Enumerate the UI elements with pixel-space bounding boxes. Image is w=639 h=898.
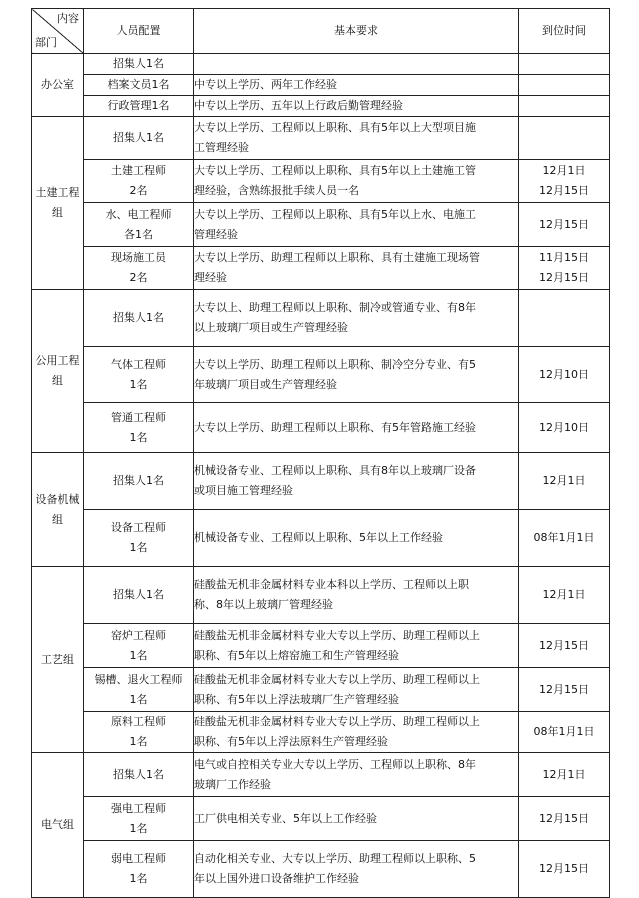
table-row [32, 753, 610, 797]
arrival-time-cell [519, 160, 610, 203]
arrival-time-cell-line: 12月1日 [542, 767, 586, 781]
requirement-cell-line: 理经验，含熟练报批手续人员一名 [194, 184, 359, 197]
staff-cell-line: 招集人1名 [113, 588, 164, 601]
requirement-cell-line: 职称、有5年以上熔窑施工和生产管理经验 [194, 648, 399, 662]
requirement-cell-line: 以上玻璃厂项目或生产管理经验 [194, 321, 348, 334]
arrival-time-cell-line: 08年1月1日 [533, 725, 595, 738]
staff-cell [84, 290, 194, 347]
requirement-cell [194, 712, 519, 753]
requirement-cell-line: 自动化相关专业、大专以上学历、助理工程师以上职称、5 [194, 852, 476, 865]
staff-cell-line: 弱电工程师 [111, 852, 166, 865]
arrival-time-cell-line: 12月15日 [539, 682, 589, 696]
staff-cell-line: 气体工程师 [111, 357, 166, 371]
staff-cell [84, 160, 194, 203]
staff-cell [84, 347, 194, 403]
arrival-time-cell-line: 12月10日 [539, 420, 589, 434]
arrival-time-cell-line: 12月1日 [542, 474, 586, 487]
arrival-time-cell [519, 797, 610, 841]
staff-cell-line: 土建工程师 [111, 164, 166, 177]
staff-cell-line: 2名 [129, 271, 148, 284]
requirement-cell [194, 96, 519, 117]
header-requirement: 基本要求 [194, 9, 519, 54]
table-header-row [32, 9, 610, 54]
arrival-time-cell [519, 403, 610, 453]
requirement-cell-line: 大专以上学历、工程师以上职称、具有5年以上水、电施工 [194, 207, 476, 221]
table-row [32, 247, 610, 290]
requirement-cell-line: 中专以上学历、五年以上行政后勤管理经验 [194, 99, 403, 112]
staff-cell-line: 1名 [129, 821, 148, 835]
staff-cell [84, 712, 194, 753]
table-row [32, 290, 610, 347]
staff-cell-line: 各1名 [124, 227, 153, 241]
arrival-time-cell-line: 12月15日 [539, 271, 589, 284]
department-cell: 办公室 [32, 54, 84, 117]
staff-cell-line: 2名 [129, 184, 148, 197]
staff-cell [84, 510, 194, 567]
arrival-time-cell-line: 12月1日 [542, 588, 586, 601]
arrival-time-cell-line: 11月15日 [539, 251, 589, 264]
department-cell: 电气组 [32, 753, 84, 898]
arrival-time-cell [519, 247, 610, 290]
staff-cell-line: 1名 [129, 735, 148, 748]
requirement-cell [194, 510, 519, 567]
staff-cell [84, 624, 194, 668]
table-row [32, 203, 610, 247]
staff-cell [84, 841, 194, 898]
arrival-time-cell [519, 510, 610, 567]
arrival-time-cell [519, 567, 610, 624]
staff-cell-line: 行政管理1名 [107, 99, 170, 112]
arrival-time-cell [519, 712, 610, 753]
requirement-cell-line: 大专以上学历、助理工程师以上职称、有5年管路施工经验 [194, 420, 476, 434]
arrival-time-cell [519, 668, 610, 712]
staff-cell-line: 1名 [129, 692, 148, 706]
requirement-cell-line: 职称、有5年以上浮法玻璃厂生产管理经验 [194, 692, 399, 706]
requirement-cell [194, 75, 519, 96]
requirement-cell [194, 567, 519, 624]
header-content-label: 内容 [57, 12, 79, 25]
staff-cell-line: 强电工程师 [111, 801, 166, 815]
staff-cell [84, 797, 194, 841]
requirement-cell-line: 机械设备专业、工程师以上职称、具有8年以上玻璃厂设备 [194, 464, 476, 477]
requirement-cell-line: 年玻璃厂项目或生产管理经验 [194, 377, 337, 391]
requirement-cell-line: 职称、有5年以上浮法原料生产管理经验 [194, 735, 388, 748]
staff-cell-line: 现场施工员 [111, 251, 166, 264]
requirement-cell-line: 机械设备专业、工程师以上职称、5年以上工作经验 [194, 531, 443, 544]
staff-cell [84, 753, 194, 797]
staff-cell-line: 原料工程师 [111, 715, 166, 728]
arrival-time-cell [519, 347, 610, 403]
staffing-table [31, 8, 610, 898]
requirement-cell-line: 中专以上学历、两年工作经验 [194, 78, 337, 91]
staff-cell [84, 203, 194, 247]
staff-cell-line: 1名 [129, 377, 148, 391]
requirement-cell [194, 624, 519, 668]
arrival-time-cell-line: 12月15日 [539, 638, 589, 652]
department-cell: 工艺组 [32, 567, 84, 753]
staff-cell-line: 招集人1名 [113, 767, 164, 781]
header-department-label: 部门 [35, 36, 57, 49]
staff-cell [84, 453, 194, 510]
requirement-cell-line: 大专以上学历、工程师以上职称、具有5年以上土建施工管 [194, 164, 476, 177]
requirement-cell-line: 硅酸盐无机非金属材料专业大专以上学历、助理工程师以上 [194, 672, 480, 686]
requirement-cell-line: 称、8年以上玻璃厂管理经验 [194, 598, 333, 611]
requirement-cell [194, 290, 519, 347]
arrival-time-cell-line: 12月15日 [539, 862, 589, 875]
requirement-cell-line: 工管理经验 [194, 141, 249, 154]
header-corner-cell [32, 9, 84, 54]
requirement-cell-line: 大专以上学历、助理工程师以上职称、具有土建施工现场管 [194, 251, 480, 264]
department-cell: 设备机械组 [32, 453, 84, 567]
arrival-time-cell [519, 453, 610, 510]
arrival-time-cell [519, 96, 610, 117]
arrival-time-cell [519, 624, 610, 668]
staff-cell-line: 档案文员1名 [107, 78, 170, 91]
staff-cell-line: 1名 [129, 872, 148, 885]
table-row [32, 841, 610, 898]
table-row [32, 668, 610, 712]
staff-cell-line: 招集人1名 [113, 57, 164, 70]
requirement-cell [194, 453, 519, 510]
table-row [32, 453, 610, 510]
staff-cell [84, 567, 194, 624]
staff-cell [84, 96, 194, 117]
staff-cell-line: 水、电工程师 [105, 207, 172, 221]
requirement-cell [194, 347, 519, 403]
table-row [32, 160, 610, 203]
requirement-cell-line: 年以上国外进口设备维护工作经验 [194, 872, 359, 885]
requirement-cell-line: 大专以上学历、工程师以上职称、具有5年以上大型项目施 [194, 121, 476, 134]
requirement-cell [194, 753, 519, 797]
staff-cell [84, 75, 194, 96]
requirement-cell-line: 硅酸盐无机非金属材料专业本科以上学历、工程师以上职 [194, 578, 469, 591]
arrival-time-cell [519, 75, 610, 96]
arrival-time-cell [519, 841, 610, 898]
header-arrival-time: 到位时间 [519, 9, 610, 54]
arrival-time-cell-line: 12月10日 [539, 367, 589, 381]
table-row [32, 567, 610, 624]
requirement-cell [194, 797, 519, 841]
requirement-cell-line: 理经验 [194, 271, 227, 284]
table-body [32, 54, 610, 898]
requirement-cell [194, 117, 519, 160]
table-row [32, 797, 610, 841]
requirement-cell-line: 或项目施工管理经验 [194, 484, 293, 497]
table-row [32, 54, 610, 75]
requirement-cell [194, 403, 519, 453]
arrival-time-cell [519, 54, 610, 75]
requirement-cell-line: 大专以上学历、助理工程师以上职称、制冷空分专业、有5 [194, 357, 476, 371]
arrival-time-cell-line: 08年1月1日 [533, 531, 595, 544]
arrival-time-cell-line: 12月15日 [539, 811, 589, 825]
table-row [32, 624, 610, 668]
requirement-cell-line: 硅酸盐无机非金属材料专业大专以上学历、助理工程师以上 [194, 715, 480, 728]
staff-cell-line: 1名 [129, 648, 148, 662]
table-row [32, 510, 610, 567]
staff-cell-line: 1名 [129, 541, 148, 554]
staff-cell [84, 668, 194, 712]
staff-cell-line: 1名 [129, 430, 148, 444]
staff-cell [84, 117, 194, 160]
requirement-cell [194, 54, 519, 75]
requirement-cell-line: 工厂供电相关专业、5年以上工作经验 [194, 811, 377, 825]
table-row [32, 96, 610, 117]
staff-cell-line: 管通工程师 [111, 410, 166, 424]
staff-cell-line: 招集人1名 [113, 311, 164, 324]
requirement-cell-line: 电气或自控相关专业大专以上学历、工程师以上职称、8年 [194, 757, 476, 771]
table-row [32, 403, 610, 453]
requirement-cell-line: 大专以上、助理工程师以上职称、制冷或管通专业、有8年 [194, 301, 476, 314]
staff-cell [84, 403, 194, 453]
table-row [32, 75, 610, 96]
staff-cell-line: 设备工程师 [111, 521, 166, 534]
arrival-time-cell [519, 290, 610, 347]
arrival-time-cell [519, 203, 610, 247]
arrival-time-cell-line: 12月15日 [539, 217, 589, 231]
staff-cell-line: 锡槽、退火工程师 [94, 672, 183, 686]
table-row [32, 347, 610, 403]
staff-cell-line: 招集人1名 [113, 474, 164, 487]
arrival-time-cell [519, 753, 610, 797]
table-row [32, 712, 610, 753]
staff-cell [84, 54, 194, 75]
department-cell: 公用工程组 [32, 290, 84, 453]
arrival-time-cell [519, 117, 610, 160]
requirement-cell [194, 841, 519, 898]
requirement-cell [194, 203, 519, 247]
department-cell: 土建工程组 [32, 117, 84, 290]
arrival-time-cell-line: 12月15日 [539, 184, 589, 197]
requirement-cell [194, 247, 519, 290]
staff-cell-line: 招集人1名 [113, 131, 164, 144]
table-row [32, 117, 610, 160]
requirement-cell [194, 160, 519, 203]
staff-cell-line: 窑炉工程师 [111, 628, 166, 642]
requirement-cell-line: 管理经验 [194, 227, 238, 241]
requirement-cell [194, 668, 519, 712]
arrival-time-cell-line: 12月1日 [542, 164, 586, 177]
header-staff: 人员配置 [84, 9, 194, 54]
requirement-cell-line: 玻璃厂工作经验 [194, 777, 271, 791]
requirement-cell-line: 硅酸盐无机非金属材料专业大专以上学历、助理工程师以上 [194, 628, 480, 642]
staff-cell [84, 247, 194, 290]
